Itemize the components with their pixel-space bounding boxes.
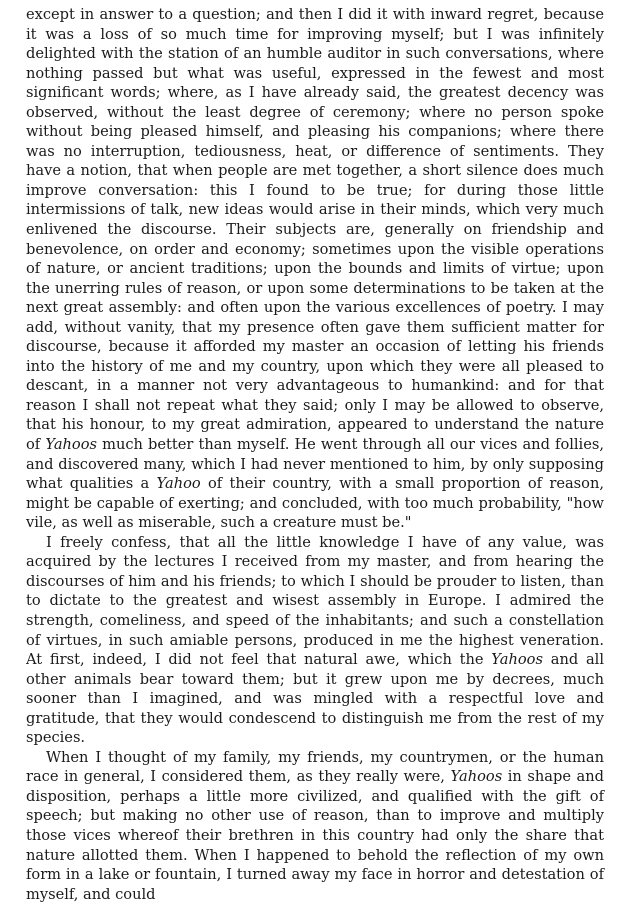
paragraph-3: [26, 748, 604, 904]
paragraph-1: [26, 5, 604, 533]
paragraph-text: and all other animals bear toward them; but it grew upon me by decrees, much sooner than I imagined, and was mingled with a respectful love and gratitude, that they would condescend to distinguish me from the rest of my species.: [26, 651, 604, 747]
italic-term: Yahoos: [45, 436, 97, 454]
paragraph-text: I freely confess, that all the little knowledge I have of any value, was acquired by the lectures I received from my master, and from hearing the discourses of him and his friends; to which I should be prouder to listen, than to dictate to the greatest and wisest assembly in Europe. I admired the strength, comeliness, and speed of the inhabitants; and such a constellation of virtues, in such amiable persons, produced in me the highest veneration. At first, indeed, I did not feel that natural awe, which the: [26, 533, 604, 669]
paragraph-text: of their country, with a small proportion of reason, might be capable of exerting; and concluded, with too much probability, "how vile, as well as miserable, such a creature must be.": [26, 475, 604, 532]
italic-term: Yahoos: [491, 651, 543, 669]
paragraph-text: in shape and disposition, perhaps a little more civilized, and qualified with the gift of speech; but making no other use of reason, than to improve and multiply those vices whereof their brethren in this country had only the share that nature allotted them. When I happened to behold the reflection of my own form in a lake or fountain, I turned away my face in horror and detestation of myself, and could: [26, 768, 604, 903]
paragraph-text: except in answer to a question; and then I did it with inward regret, because it was a loss of so much time for improving myself; but I was infinitely delighted with the station of an humble auditor in such conversations, where nothing passed but what was useful, expressed in the fewest and most significant words; where, as I have already said, the greatest decency was observed, without the least degree of ceremony; where no person spoke without being pleased himself, and pleasing his companions; where there was no interruption, tediousness, heat, or difference of sentiments. They have a notion, that when people are met together, a short silence does much improve conversation: this I found to be true; for during those little intermissions of talk, new ideas would arise in their minds, which very much enlivened the discourse. Their subjects are, generally on friendship and benevolence, on order and economy; sometimes upon the visible operations of nature, or ancient traditions; upon the bounds and limits of virtue; upon the unerring rules of reason, or upon some determinations to be taken at the next great assembly: and often upon the various excellences of poetry. I may add, without vanity, that my presence often gave them sufficient matter for discourse, because it afforded my master an occasion of letting his friends into the history of me and my country, upon which they were all pleased to descant, in a manner not very advantageous to humankind: and for that reason I shall not repeat what they said; only I may be allowed to observe, that his honour, to my great admiration, appeared to understand the nature of: [26, 6, 604, 454]
paragraph-text: When I thought of my family, my friends, my countrymen, or the human race in general, I considered them, as they really were,: [26, 748, 604, 786]
paragraph-2: [26, 533, 604, 748]
italic-term: Yahoos: [450, 768, 503, 786]
italic-term: Yahoo: [156, 475, 201, 493]
paragraph-text: much better than myself. He went through all our vices and follies, and discovered many, which I had never mentioned to him, by only supposing what qualities a: [26, 436, 604, 493]
